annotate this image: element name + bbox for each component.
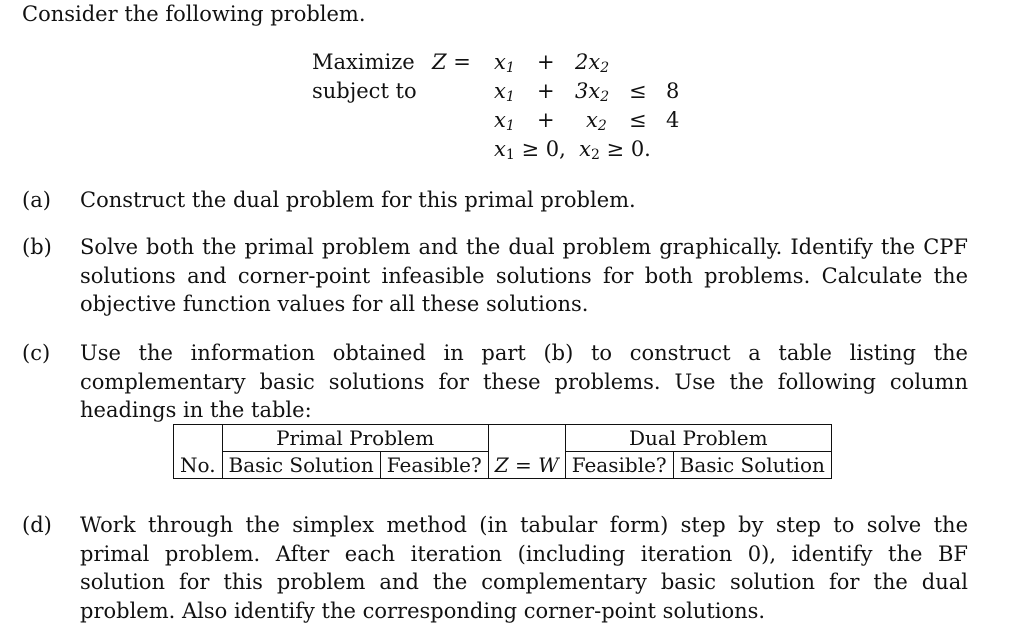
c1-x2: $3x_2$: [575, 79, 610, 105]
part-a-text: Construct the dual problem for this primal problem.: [80, 188, 636, 212]
part-a-label: (a): [22, 188, 51, 212]
part-d-label: (d): [22, 513, 52, 537]
constraint-2-row: [0, 106, 1024, 134]
c2-rhs: 4: [666, 108, 680, 132]
maximize-label: Maximize: [312, 50, 415, 74]
zw-spacer-cell: [488, 425, 565, 452]
z-equals-w-header: Z = W: [488, 452, 565, 479]
objective-plus: +: [537, 50, 555, 74]
dual-basic-solution-header: Basic Solution: [673, 452, 831, 479]
objective-row: [0, 48, 1024, 76]
nonnegativity-constraints: $x_1 \ge 0$, $x_2 \ge 0$.: [494, 137, 651, 163]
c1-plus: +: [537, 79, 555, 103]
dual-problem-header: Dual Problem: [565, 425, 831, 452]
subject-to-label: subject to: [312, 79, 417, 103]
c2-plus: +: [537, 108, 555, 132]
c1-rhs: 8: [666, 79, 680, 103]
objective-x2: $2x_2$: [575, 50, 610, 76]
part-b-label: (b): [22, 235, 52, 259]
c2-operator: ≤: [629, 108, 647, 132]
part-c-text: Use the information obtained in part (b) to construct a table listing the complementary basic solutions for these problems. Use the following column headings in the table:: [80, 341, 968, 422]
primal-problem-header: Primal Problem: [222, 425, 488, 452]
part-d-text: Work through the simplex method (in tabular form) step by step to solve the primal problem. After each iteration (including iteration 0), identify the BF solution for this problem and the complementary basic solution for the dual problem. Also identify the corresponding corner-point solutions.: [80, 513, 968, 623]
primal-basic-solution-header: Basic Solution: [222, 452, 380, 479]
column-headings-table: [173, 424, 832, 479]
part-b-text: Solve both the primal problem and the dual problem graphically. Identify the CPF solutions and corner-point infeasible solutions for both problems. Calculate the objective function values for all these solutions.: [80, 235, 968, 316]
intro-text: Consider the following problem.: [22, 2, 366, 26]
objective-z: Z =: [432, 50, 471, 74]
c2-x1: $x_1$: [494, 108, 515, 134]
c1-x1: $x_1$: [494, 79, 515, 105]
table-header-row: [174, 425, 832, 452]
constraint-1-row: [0, 77, 1024, 105]
no-column-header: No.: [174, 452, 223, 479]
nonnegativity-row: [0, 135, 1024, 163]
objective-x1: $x_1$: [494, 50, 515, 76]
c2-x2: $x_2$: [586, 108, 607, 134]
dual-feasible-header: Feasible?: [565, 452, 673, 479]
table-subheader-row: [174, 452, 832, 479]
part-c-label: (c): [22, 341, 51, 365]
no-spacer-cell: [174, 425, 223, 452]
objective-lhs: [432, 48, 471, 76]
primal-feasible-header: Feasible?: [380, 452, 488, 479]
c1-operator: ≤: [629, 79, 647, 103]
